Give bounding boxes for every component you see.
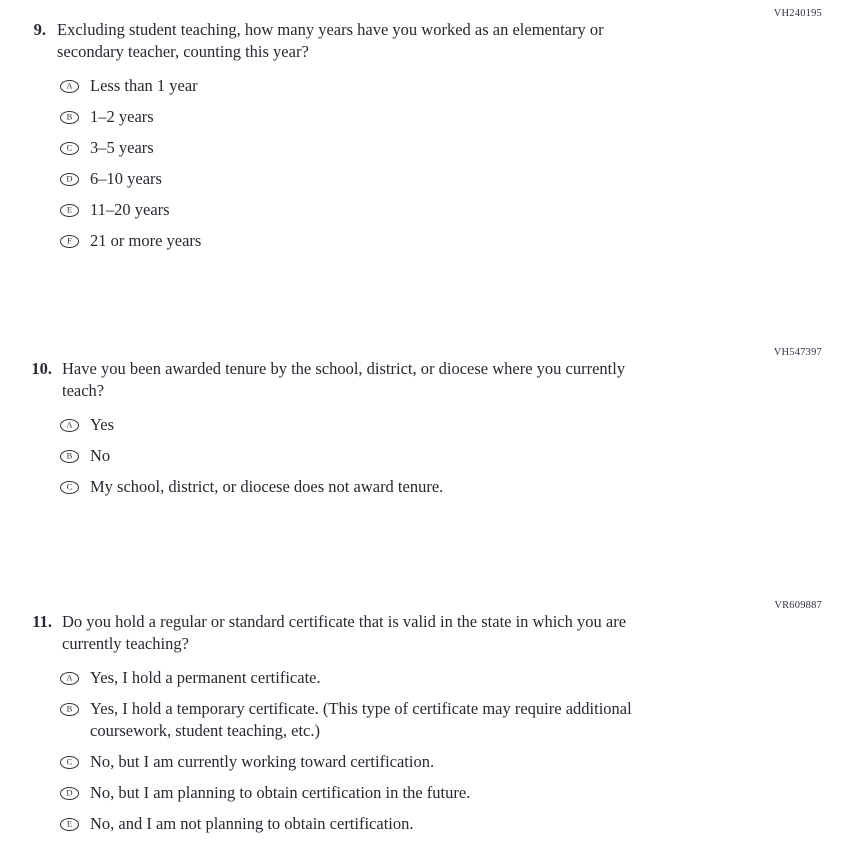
question-11-text-line-2: currently teaching? [62, 634, 189, 653]
oval-letter: E [66, 204, 73, 215]
question-10-text [62, 358, 625, 402]
answer-option[interactable] [60, 414, 841, 436]
option-label: No, but I am currently working toward certification. [90, 752, 435, 771]
question-11 [0, 586, 841, 844]
option-label: 3–5 years [90, 138, 154, 157]
answer-option[interactable] [60, 667, 841, 689]
oval-letter: A [66, 672, 73, 683]
oval-letter: C [66, 481, 73, 492]
response-oval-icon[interactable] [60, 204, 79, 217]
oval-letter: F [67, 235, 72, 246]
option-label: Yes [90, 415, 115, 434]
question-9-text [57, 19, 604, 63]
response-oval-icon[interactable] [60, 235, 79, 248]
question-10-accession-code: VH547397 [773, 347, 822, 358]
question-11-text-line-1: Do you hold a regular or standard certificate that is valid in the state in which you are [62, 612, 627, 631]
response-oval-icon[interactable] [60, 450, 79, 463]
answer-option[interactable] [60, 75, 841, 97]
question-10-stem [0, 358, 841, 402]
response-oval-icon[interactable] [60, 111, 79, 124]
question-11-number: 11. [32, 612, 52, 631]
option-label: My school, district, or diocese does not award tenure. [90, 477, 444, 496]
answer-option[interactable] [60, 199, 841, 221]
answer-option[interactable] [60, 698, 841, 742]
oval-letter: D [66, 173, 73, 184]
response-oval-icon[interactable] [60, 80, 79, 93]
question-11-stem [0, 611, 841, 655]
option-label: No, and I am not planning to obtain certification. [90, 814, 414, 833]
question-11-options [0, 667, 841, 835]
question-10-options [0, 414, 841, 498]
question-9-number: 9. [33, 20, 46, 39]
answer-option[interactable] [60, 137, 841, 159]
question-9-text-line-1: Excluding student teaching, how many years have you worked as an elementary or [57, 20, 604, 39]
option-label: 1–2 years [90, 107, 154, 126]
response-oval-icon[interactable] [60, 818, 79, 831]
option-label: No, but I am planning to obtain certification in the future. [90, 783, 471, 802]
oval-letter: B [66, 703, 73, 714]
option-label [90, 698, 632, 742]
answer-option[interactable] [60, 445, 841, 467]
response-oval-icon[interactable] [60, 142, 79, 155]
response-oval-icon[interactable] [60, 672, 79, 685]
response-oval-icon[interactable] [60, 481, 79, 494]
response-oval-icon[interactable] [60, 787, 79, 800]
question-9-stem [0, 19, 841, 63]
question-9-text-line-2: secondary teacher, counting this year? [57, 42, 309, 61]
question-10-text-line-1: Have you been awarded tenure by the school, district, or diocese where you currently [62, 359, 626, 378]
question-10 [0, 338, 841, 507]
response-oval-icon[interactable] [60, 419, 79, 432]
oval-letter: E [66, 818, 73, 829]
response-oval-icon[interactable] [60, 173, 79, 186]
oval-letter: A [66, 80, 73, 91]
response-oval-icon[interactable] [60, 703, 79, 716]
option-label: Yes, I hold a permanent certificate. [90, 668, 321, 687]
option-label: Less than 1 year [90, 76, 198, 95]
oval-letter: C [66, 142, 73, 153]
option-label-line-1: Yes, I hold a temporary certificate. (This type of certificate may require additional [90, 699, 632, 718]
question-11-accession-code: VR609887 [774, 600, 822, 611]
option-label: 21 or more years [90, 231, 202, 250]
oval-letter: B [66, 450, 73, 461]
option-label: 11–20 years [90, 200, 170, 219]
response-oval-icon[interactable] [60, 756, 79, 769]
question-9-options [0, 75, 841, 252]
answer-option[interactable] [60, 476, 841, 498]
answer-option[interactable] [60, 782, 841, 804]
answer-option[interactable] [60, 168, 841, 190]
option-label: No [90, 446, 111, 465]
oval-letter: C [66, 756, 73, 767]
oval-letter: A [66, 419, 73, 430]
question-9 [0, 0, 841, 261]
answer-option[interactable] [60, 106, 841, 128]
question-10-text-line-2: teach? [62, 381, 105, 400]
oval-letter: D [66, 787, 73, 798]
question-9-accession-code: VH240195 [773, 8, 822, 19]
answer-option[interactable] [60, 813, 841, 835]
question-10-number: 10. [31, 359, 52, 378]
oval-letter: B [66, 111, 73, 122]
option-label: 6–10 years [90, 169, 162, 188]
answer-option[interactable] [60, 230, 841, 252]
answer-option[interactable] [60, 751, 841, 773]
question-11-text [62, 611, 626, 655]
option-label-line-2: coursework, student teaching, etc.) [90, 721, 321, 740]
